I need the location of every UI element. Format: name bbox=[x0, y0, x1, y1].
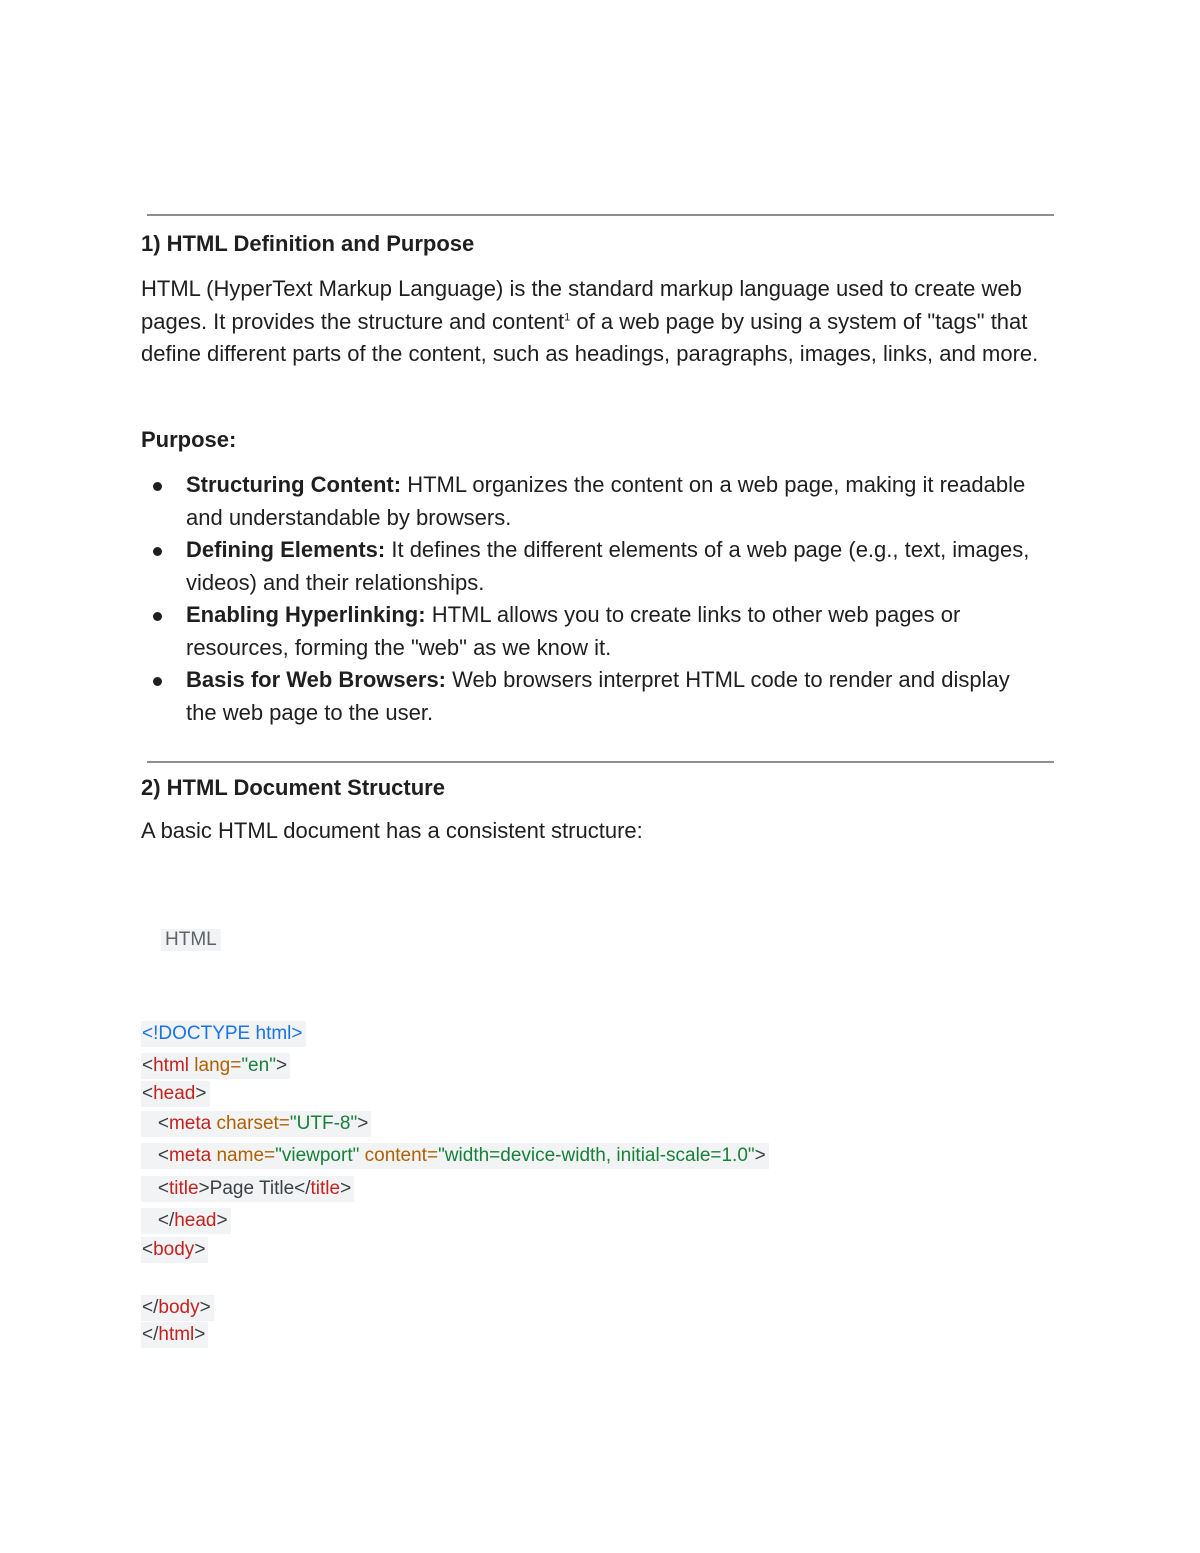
list-item-text: Web browsers interpret HTML code to render and display the web page to the user. bbox=[186, 667, 1010, 725]
definition-text-part1: HTML (HyperText Markup Language) is the standard markup language used to create web pages. It provides the structure and content bbox=[141, 276, 1022, 334]
code-line-title: <title>Page Title</title> bbox=[141, 1176, 354, 1202]
list-item-text: HTML allows you to create links to other web pages or resources, forming the "web" as we know it. bbox=[186, 602, 961, 660]
list-item bbox=[141, 534, 1041, 599]
code-line-html-open: <html lang="en"> bbox=[141, 1053, 290, 1079]
bullet-icon bbox=[153, 482, 162, 491]
list-item bbox=[141, 469, 1041, 534]
code-line-head-close: </head> bbox=[141, 1208, 231, 1234]
bullet-icon bbox=[153, 677, 162, 686]
code-line-body-open: <body> bbox=[141, 1237, 208, 1263]
list-item-term: Enabling Hyperlinking: bbox=[186, 602, 426, 627]
code-line-html-close: </html> bbox=[141, 1322, 208, 1348]
code-line-head-open: <head> bbox=[141, 1081, 210, 1107]
purpose-label: Purpose: bbox=[141, 427, 237, 452]
code-line-body-close: </body> bbox=[141, 1295, 214, 1321]
definition-text-part2: of a web page by using a system of "tags" that define different parts of the content, such as headings, paragraphs, images, links, and more. bbox=[141, 308, 1039, 366]
code-language-label: HTML bbox=[161, 929, 221, 951]
definition-paragraph bbox=[141, 273, 1071, 371]
horizontal-rule bbox=[147, 214, 1054, 216]
section-heading-structure: 2) HTML Document Structure bbox=[141, 775, 445, 800]
section-heading-definition: 1) HTML Definition and Purpose bbox=[141, 231, 475, 256]
horizontal-rule bbox=[147, 761, 1054, 763]
code-line-meta-viewport: <meta name="viewport" content="width=device-width, initial-scale=1.0"> bbox=[141, 1143, 769, 1169]
code-line-meta-charset: <meta charset="UTF-8"> bbox=[141, 1111, 371, 1137]
bullet-icon bbox=[153, 547, 162, 556]
structure-intro: A basic HTML document has a consistent structure: bbox=[141, 818, 643, 843]
list-item-text: It defines the different elements of a web page (e.g., text, images, videos) and their relationships. bbox=[186, 537, 1030, 595]
purpose-list bbox=[141, 469, 1041, 729]
list-item bbox=[141, 599, 1041, 664]
footnote-reference[interactable]: 1 bbox=[564, 311, 571, 324]
bullet-icon bbox=[153, 612, 162, 621]
list-item bbox=[141, 664, 1041, 729]
list-item-term: Defining Elements: bbox=[186, 537, 386, 562]
list-item-term: Structuring Content: bbox=[186, 472, 402, 497]
list-item-text: HTML organizes the content on a web page, making it readable and understandable by browsers. bbox=[186, 472, 1026, 530]
list-item-term: Basis for Web Browsers: bbox=[186, 667, 447, 692]
code-line-doctype: <!DOCTYPE html> bbox=[141, 1021, 306, 1047]
